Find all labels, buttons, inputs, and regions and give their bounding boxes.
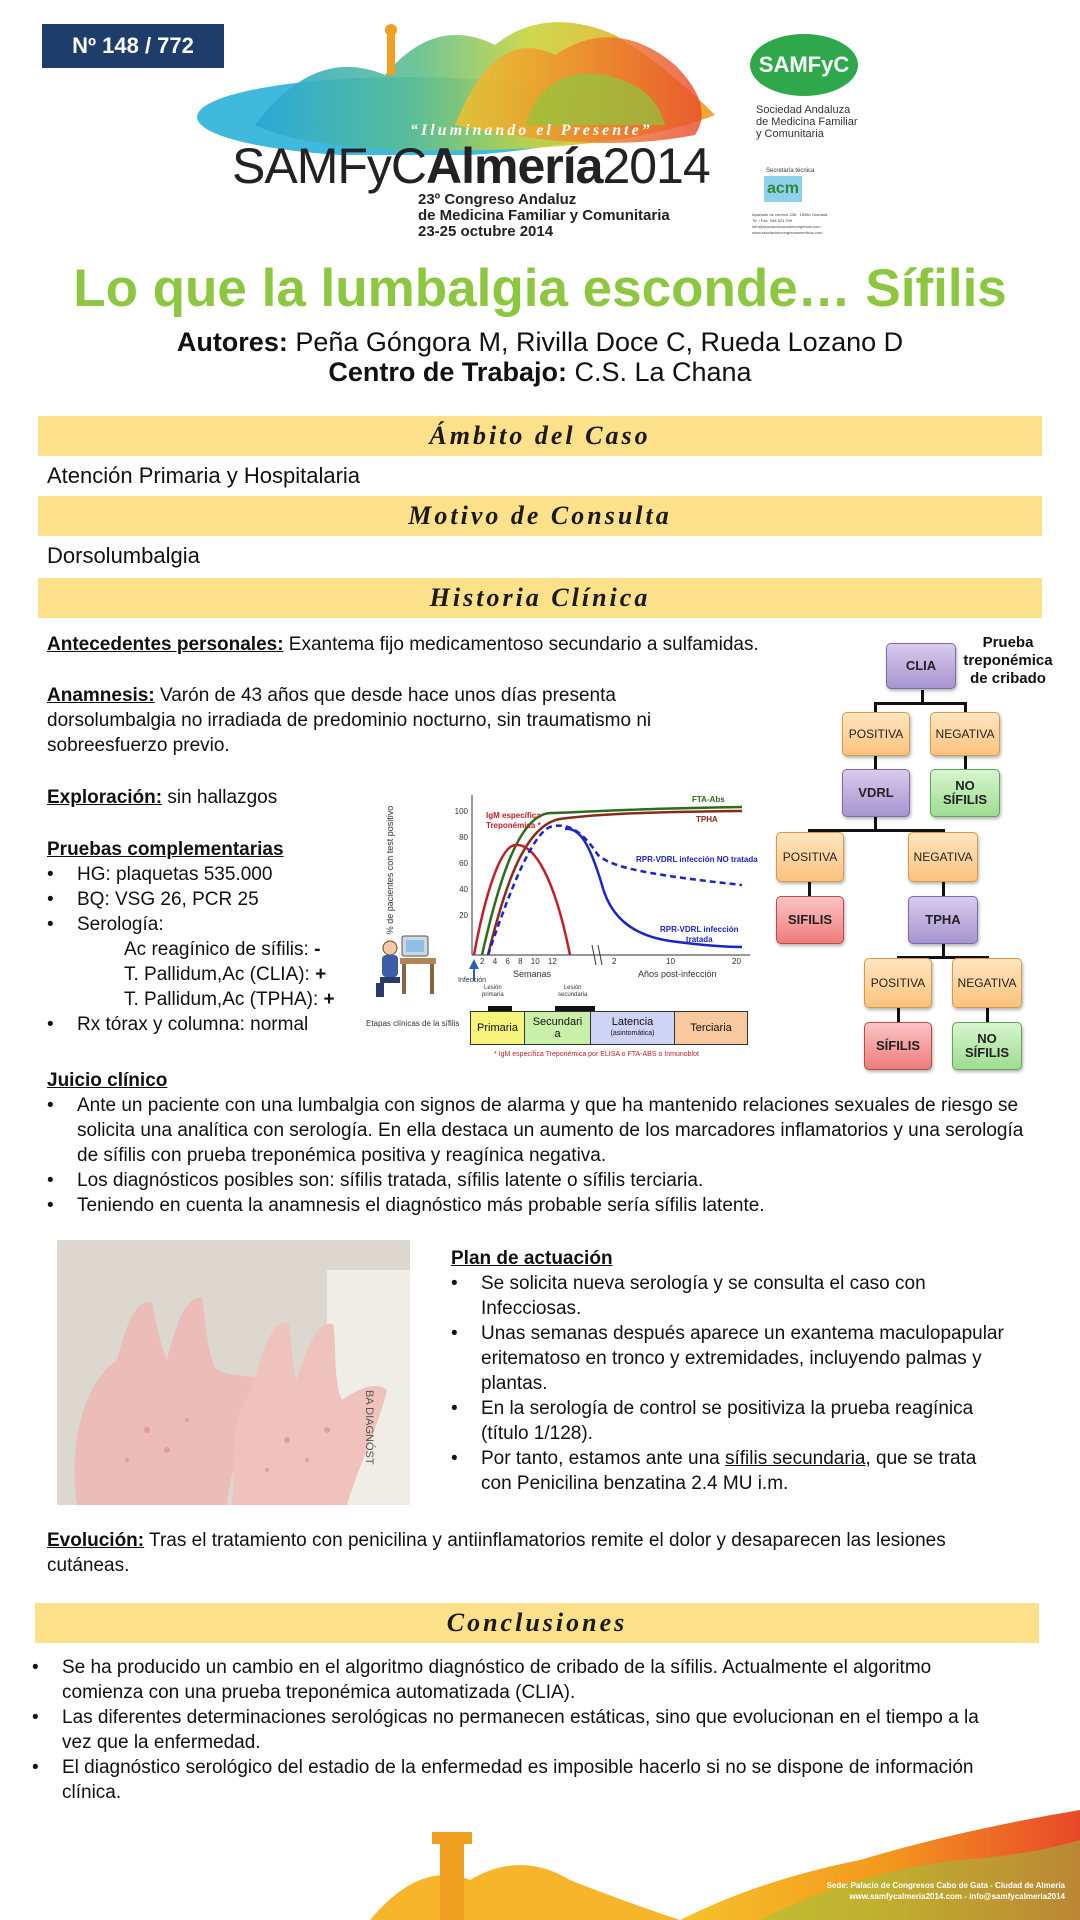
plan-item	[451, 1446, 1011, 1496]
prueba-item: • BQ: VSG 26, PCR 25	[47, 887, 377, 912]
stage-latencia-sub: (asintomática)	[610, 1030, 655, 1037]
no-sifilis-line: SÍFILIS	[964, 1045, 1010, 1060]
node-no-sifilis-2	[952, 1022, 1022, 1070]
society-name-line: de Medicina Familiar	[756, 116, 858, 128]
anamnesis-label: Anamnesis:	[47, 685, 155, 706]
legend-igm	[486, 811, 541, 831]
ytick: 20	[459, 911, 468, 920]
palms-rash-photo	[57, 1240, 410, 1505]
connector	[964, 754, 967, 770]
plan-last-post: , que se trata con Penicilina benzatina 2.4 MU i.m.	[481, 1448, 977, 1494]
center-label: Centro de Trabajo:	[328, 357, 567, 387]
no-sifilis-line: NO	[977, 1031, 997, 1046]
acm-logo: acm	[764, 176, 802, 202]
historia-heading: Historia Clínica	[38, 578, 1042, 618]
legend-igm-line: Treponémica *	[486, 821, 541, 830]
congress-dates: 23-25 octubre 2014	[418, 223, 554, 240]
connector	[874, 754, 877, 770]
congress-line1: 23º Congreso Andaluz	[418, 191, 577, 208]
plan-item: • En la serología de control se positiviza la prueba reagínica (título 1/128).	[451, 1396, 1011, 1446]
lesion-line: secundaria	[558, 992, 588, 998]
conclusiones	[32, 1655, 1007, 1805]
legend-rpr-yes-line: RPR-VDRL infección	[660, 925, 739, 934]
pruebas-complementarias	[47, 837, 377, 1037]
legend-rpr-yes	[660, 925, 739, 945]
stage-latencia-name: Latencia	[611, 1016, 654, 1028]
lesion-line: primaria	[482, 992, 504, 998]
node-tpha: TPHA	[908, 896, 978, 944]
antecedentes-label: Antecedentes personales:	[47, 634, 284, 655]
samfyc-society-logo: SAMFyC	[750, 34, 858, 96]
authors	[0, 326, 1080, 358]
pruebas-list	[47, 862, 377, 937]
stages-bar	[470, 1011, 748, 1045]
xtick: 2	[480, 957, 485, 966]
juicio-clinico	[47, 1068, 1032, 1218]
ytick: 60	[459, 859, 468, 868]
serologia-list	[47, 937, 377, 1012]
conclusiones-heading: Conclusiones	[35, 1603, 1039, 1643]
graph-infeccion: Infección	[458, 977, 487, 984]
xtick: 8	[518, 957, 523, 966]
motivo-heading: Motivo de Consulta	[38, 496, 1042, 536]
node-negativa-3: NEGATIVA	[952, 958, 1022, 1008]
exploracion	[47, 785, 277, 810]
antecedentes-text: Exantema fijo medicamentoso secundario a sulfamidas.	[283, 634, 759, 655]
node-clia: CLIA	[886, 643, 956, 689]
serology-graph	[366, 785, 758, 1065]
ambito-heading: Ámbito del Caso	[38, 416, 1042, 456]
serologia-item	[124, 962, 377, 987]
congress-details	[418, 192, 670, 240]
graph-xticks-weeks	[480, 957, 557, 966]
contact-line: info@asociacionacmdecongresos.com	[752, 224, 821, 229]
stage-secundaria	[525, 1012, 591, 1044]
serologia-name: T. Pallidum,Ac (TPHA):	[124, 989, 324, 1010]
congress-line2: de Medicina Familiar y Comunitaria	[418, 207, 670, 224]
algorithm-title-line: Prueba	[982, 634, 1034, 651]
plan-label: Plan de actuación	[451, 1248, 613, 1269]
motivo-text: Dorsolumbalgia	[47, 543, 200, 568]
node-negativa-1: NEGATIVA	[930, 712, 1000, 756]
juicio-list	[47, 1093, 1032, 1218]
graph-footnote: * IgM específica Treponémica por ELISA o FTA-ABS o Inmunoblot	[494, 1051, 699, 1058]
contact-line: www.asociacioncongresosmedicos.com	[752, 230, 823, 235]
node-positiva-1: POSITIVA	[842, 712, 910, 756]
plan-list	[451, 1271, 1011, 1496]
rx-list	[47, 1012, 377, 1037]
evolucion-text: Tras el tratamiento con penicilina y antiinflamatorios remite el dolor y desaparecen las lesiones cutáneas.	[47, 1530, 946, 1576]
serologia-name: Ac reagínico de sífilis:	[124, 939, 315, 960]
footer-line: Sede: Palacio de Congresos Cabo de Gata - Ciudad de Almería	[826, 1881, 1065, 1890]
exploracion-label: Exploración:	[47, 787, 163, 808]
stage-terciaria: Terciaria	[675, 1012, 747, 1044]
center-name: C.S. La Chana	[566, 357, 752, 387]
stage-latencia	[591, 1012, 675, 1044]
contact-line: Apartado de correos 338 · 18080 Granada	[752, 212, 828, 217]
conclusiones-list	[32, 1655, 1007, 1805]
serologia-result: +	[315, 964, 327, 985]
juicio-label: Juicio clínico	[47, 1070, 168, 1091]
evolucion	[47, 1528, 1007, 1578]
xtick: 6	[505, 957, 510, 966]
node-no-sifilis-1	[930, 769, 1000, 817]
footer-address	[700, 1880, 1065, 1902]
xtick: 4	[492, 957, 498, 966]
lesion-primaria	[482, 985, 504, 999]
antecedentes	[47, 632, 867, 657]
xtick: 10	[530, 957, 540, 966]
plan-last-underlined: sífilis secundaria	[725, 1448, 866, 1469]
node-vdrl: VDRL	[842, 769, 910, 817]
serologia-item	[124, 987, 377, 1012]
poster-title: Lo que la lumbalgia esconde… Sífilis	[73, 259, 1007, 318]
work-center	[0, 356, 1080, 388]
conclusion-item: • Se ha producido un cambio en el algoritmo diagnóstico de cribado de la sífilis. Actualmente el algoritmo comienza con una prueba treponémica automatizada (CLIA).	[32, 1655, 1007, 1705]
anamnesis-text: Varón de 43 años que desde hace unos días presenta dorsolumbalgia no irradiada de predominio nocturno, sin traumatismo ni sobreesfuerzo previo.	[47, 685, 652, 756]
node-negativa-2: NEGATIVA	[908, 832, 978, 882]
node-sifilis-1: SIFILIS	[776, 896, 844, 944]
society-name-line: y Comunitaria	[756, 128, 824, 140]
society-name-line: Sociedad Andaluza	[756, 104, 851, 116]
conclusion-item: • Las diferentes determinaciones serológicas no permanecen estáticas, sino que evolucionan en el tiempo a la vez que la enfermedad.	[32, 1705, 1007, 1755]
legend-igm-line: IgM específica	[486, 811, 541, 820]
authors-label: Autores:	[176, 327, 288, 357]
anamnesis	[47, 683, 707, 758]
serologia-name: T. Pallidum,Ac (CLIA):	[124, 964, 316, 985]
graph-ylabel: % de pacientes con test positivo	[385, 805, 395, 935]
lesion-line: Lesión	[483, 985, 502, 991]
stage-primaria: Primaria	[471, 1012, 525, 1044]
exploracion-text: sin hallazgos	[162, 787, 278, 808]
connector	[874, 702, 966, 705]
prueba-item: • HG: plaquetas 535.000	[47, 862, 377, 887]
doctor-computer-illustration	[372, 930, 444, 1002]
serologia-item	[124, 937, 377, 962]
graph-xlabel-years: Años post-infección	[638, 969, 717, 979]
juicio-item: • Los diagnósticos posibles son: sífilis tratada, sífilis latente o sífilis terciaria.	[47, 1168, 1032, 1193]
juicio-item: • Ante un paciente con una lumbalgia con signos de alarma y que ha mantenido relaciones sexuales de riesgo se solicita una analítica con serología. En ella destaca un aumento de los marcadores inflamatorios y una serología de sífilis con prueba treponémica positiva y reagínica negativa.	[47, 1093, 1032, 1168]
legend-rpr-no: RPR-VDRL infección NO tratada	[636, 855, 758, 864]
graph-xlabel-weeks: Semanas	[513, 969, 552, 979]
plan-item: • Se solicita nueva serología y se consulta el caso con Infecciosas.	[451, 1271, 1011, 1321]
photo-box-text: BA DIAGNÓST	[363, 1390, 375, 1465]
secretaria-contact	[752, 212, 827, 236]
legend-tpha: TPHA	[696, 815, 718, 824]
contact-line: Tlf. / Fax. 958 523 299	[752, 218, 793, 223]
ytick: 80	[459, 833, 468, 842]
xtick-year: 20	[732, 957, 741, 966]
xtick: 12	[547, 957, 557, 966]
congress-tagline: “Iluminando el Presente”	[410, 122, 653, 139]
plan-last-pre: Por tanto, estamos ante una	[481, 1448, 725, 1469]
ambito-text: Atención Primaria y Hospitalaria	[47, 463, 361, 488]
xtick-year: 10	[666, 957, 675, 966]
juicio-item: • Teniendo en cuenta la anamnesis el diagnóstico más probable sería sífilis latente.	[47, 1193, 1032, 1218]
congress-name	[232, 138, 710, 194]
footer-graphic	[0, 1800, 1080, 1920]
algorithm-title	[958, 634, 1058, 688]
footer-line: www.samfycalmeria2014.com - info@samfycalmeria2014	[849, 1892, 1065, 1901]
algorithm-title-line: de cribado	[970, 670, 1046, 687]
lesion-line: Lesión	[563, 985, 582, 991]
stages-label: Etapas clínicas de la sífilis	[366, 1019, 460, 1028]
algorithm-title-line: treponémica	[963, 652, 1053, 669]
node-positiva-2: POSITIVA	[776, 832, 844, 882]
graph-yticks	[448, 799, 468, 929]
no-sifilis-line: SÍFILIS	[942, 792, 988, 807]
stage-secundaria-line: Secundari	[532, 1016, 583, 1028]
legend-rpr-yes-line: tratada	[685, 935, 713, 944]
node-positiva-3: POSITIVA	[864, 958, 932, 1008]
stage-secundaria-line: a	[554, 1028, 561, 1040]
node-sifilis-2: SÍFILIS	[864, 1022, 932, 1070]
poster-number-badge: Nº 148 / 772	[42, 24, 224, 68]
conclusion-item: • El diagnóstico serológico del estadio de la enfermedad es imposible hacerlo si no se dispone de información clínica.	[32, 1755, 1007, 1805]
secretaria-label: Secretaría técnica	[766, 168, 815, 174]
society-name	[756, 104, 857, 140]
pruebas-label: Pruebas complementarias	[47, 839, 284, 860]
prueba-item: • Serología:	[47, 912, 377, 937]
serologia-result: -	[314, 939, 321, 960]
ytick: 100	[454, 807, 468, 816]
congress-name-a: SAMFyC	[232, 138, 426, 194]
xtick-year: 2	[612, 957, 617, 966]
ytick: 40	[459, 885, 468, 894]
plan-actuacion	[451, 1246, 1011, 1496]
authors-names: Peña Góngora M, Rivilla Doce C, Rueda Lozano D	[287, 327, 904, 357]
congress-name-b: Almería	[426, 138, 603, 194]
serologia-result: +	[323, 989, 335, 1010]
no-sifilis-line: NO	[955, 778, 975, 793]
lesion-secundaria	[558, 985, 587, 999]
legend-fta: FTA-Abs	[692, 795, 725, 804]
rx-item: • Rx tórax y columna: normal	[47, 1012, 377, 1037]
plan-item: • Unas semanas después aparece un exantema maculopapular eritematoso en tronco y extremidades, incluyendo palmas y plantas.	[451, 1321, 1011, 1396]
congress-year: 2014	[602, 138, 710, 194]
evolucion-label: Evolución:	[47, 1530, 145, 1551]
